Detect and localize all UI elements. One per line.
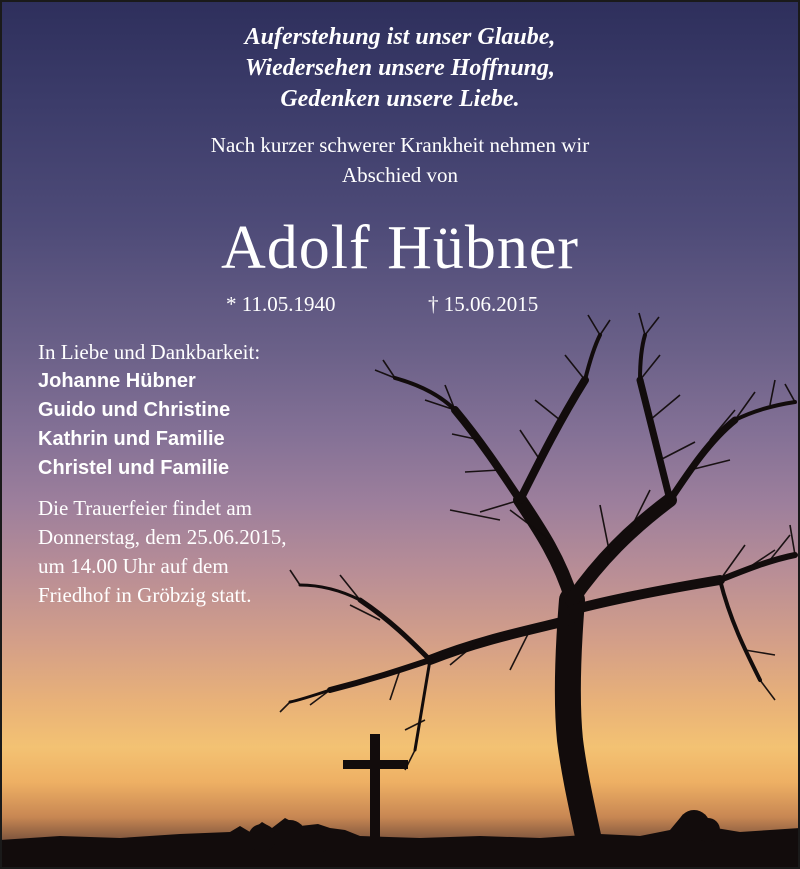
mourner-name: Johanne Hübner [38, 370, 196, 392]
death-date: † 15.06.2015 [428, 292, 539, 316]
mourner-name: Christel und Familie [38, 457, 230, 479]
intro-line: Abschied von [341, 163, 459, 187]
ceremony-info [38, 494, 286, 610]
mourner-name: Kathrin und Familie [38, 428, 225, 450]
mourner-name: Guido und Christine [38, 399, 231, 421]
tree-crown [280, 313, 795, 770]
intro-text [0, 130, 800, 190]
tree-icon [290, 335, 795, 869]
mourners-block [38, 338, 260, 483]
ceremony-line: Friedhof in Gröbzig statt. [38, 583, 252, 607]
motto-line: Gedenken unsere Liebe. [280, 86, 520, 112]
ceremony-line: um 14.00 Uhr auf dem [38, 554, 229, 578]
intro-line: Nach kurzer schwerer Krankheit nehmen wir [210, 133, 590, 157]
motto [0, 22, 800, 115]
deceased-name: Adolf Hübner [220, 214, 580, 282]
motto-line: Wiedersehen unsere Hoffnung, [244, 55, 556, 81]
mourners-heading: In Liebe und Dankbarkeit: [38, 340, 261, 364]
motto-line: Auferstehung ist unser Glaube, [244, 24, 556, 50]
birth-date: * 11.05.1940 [226, 292, 336, 316]
ceremony-line: Donnerstag, dem 25.06.2015, [38, 525, 287, 549]
ceremony-line: Die Trauerfeier findet am [38, 496, 253, 520]
horizon-tree-right [672, 810, 720, 842]
